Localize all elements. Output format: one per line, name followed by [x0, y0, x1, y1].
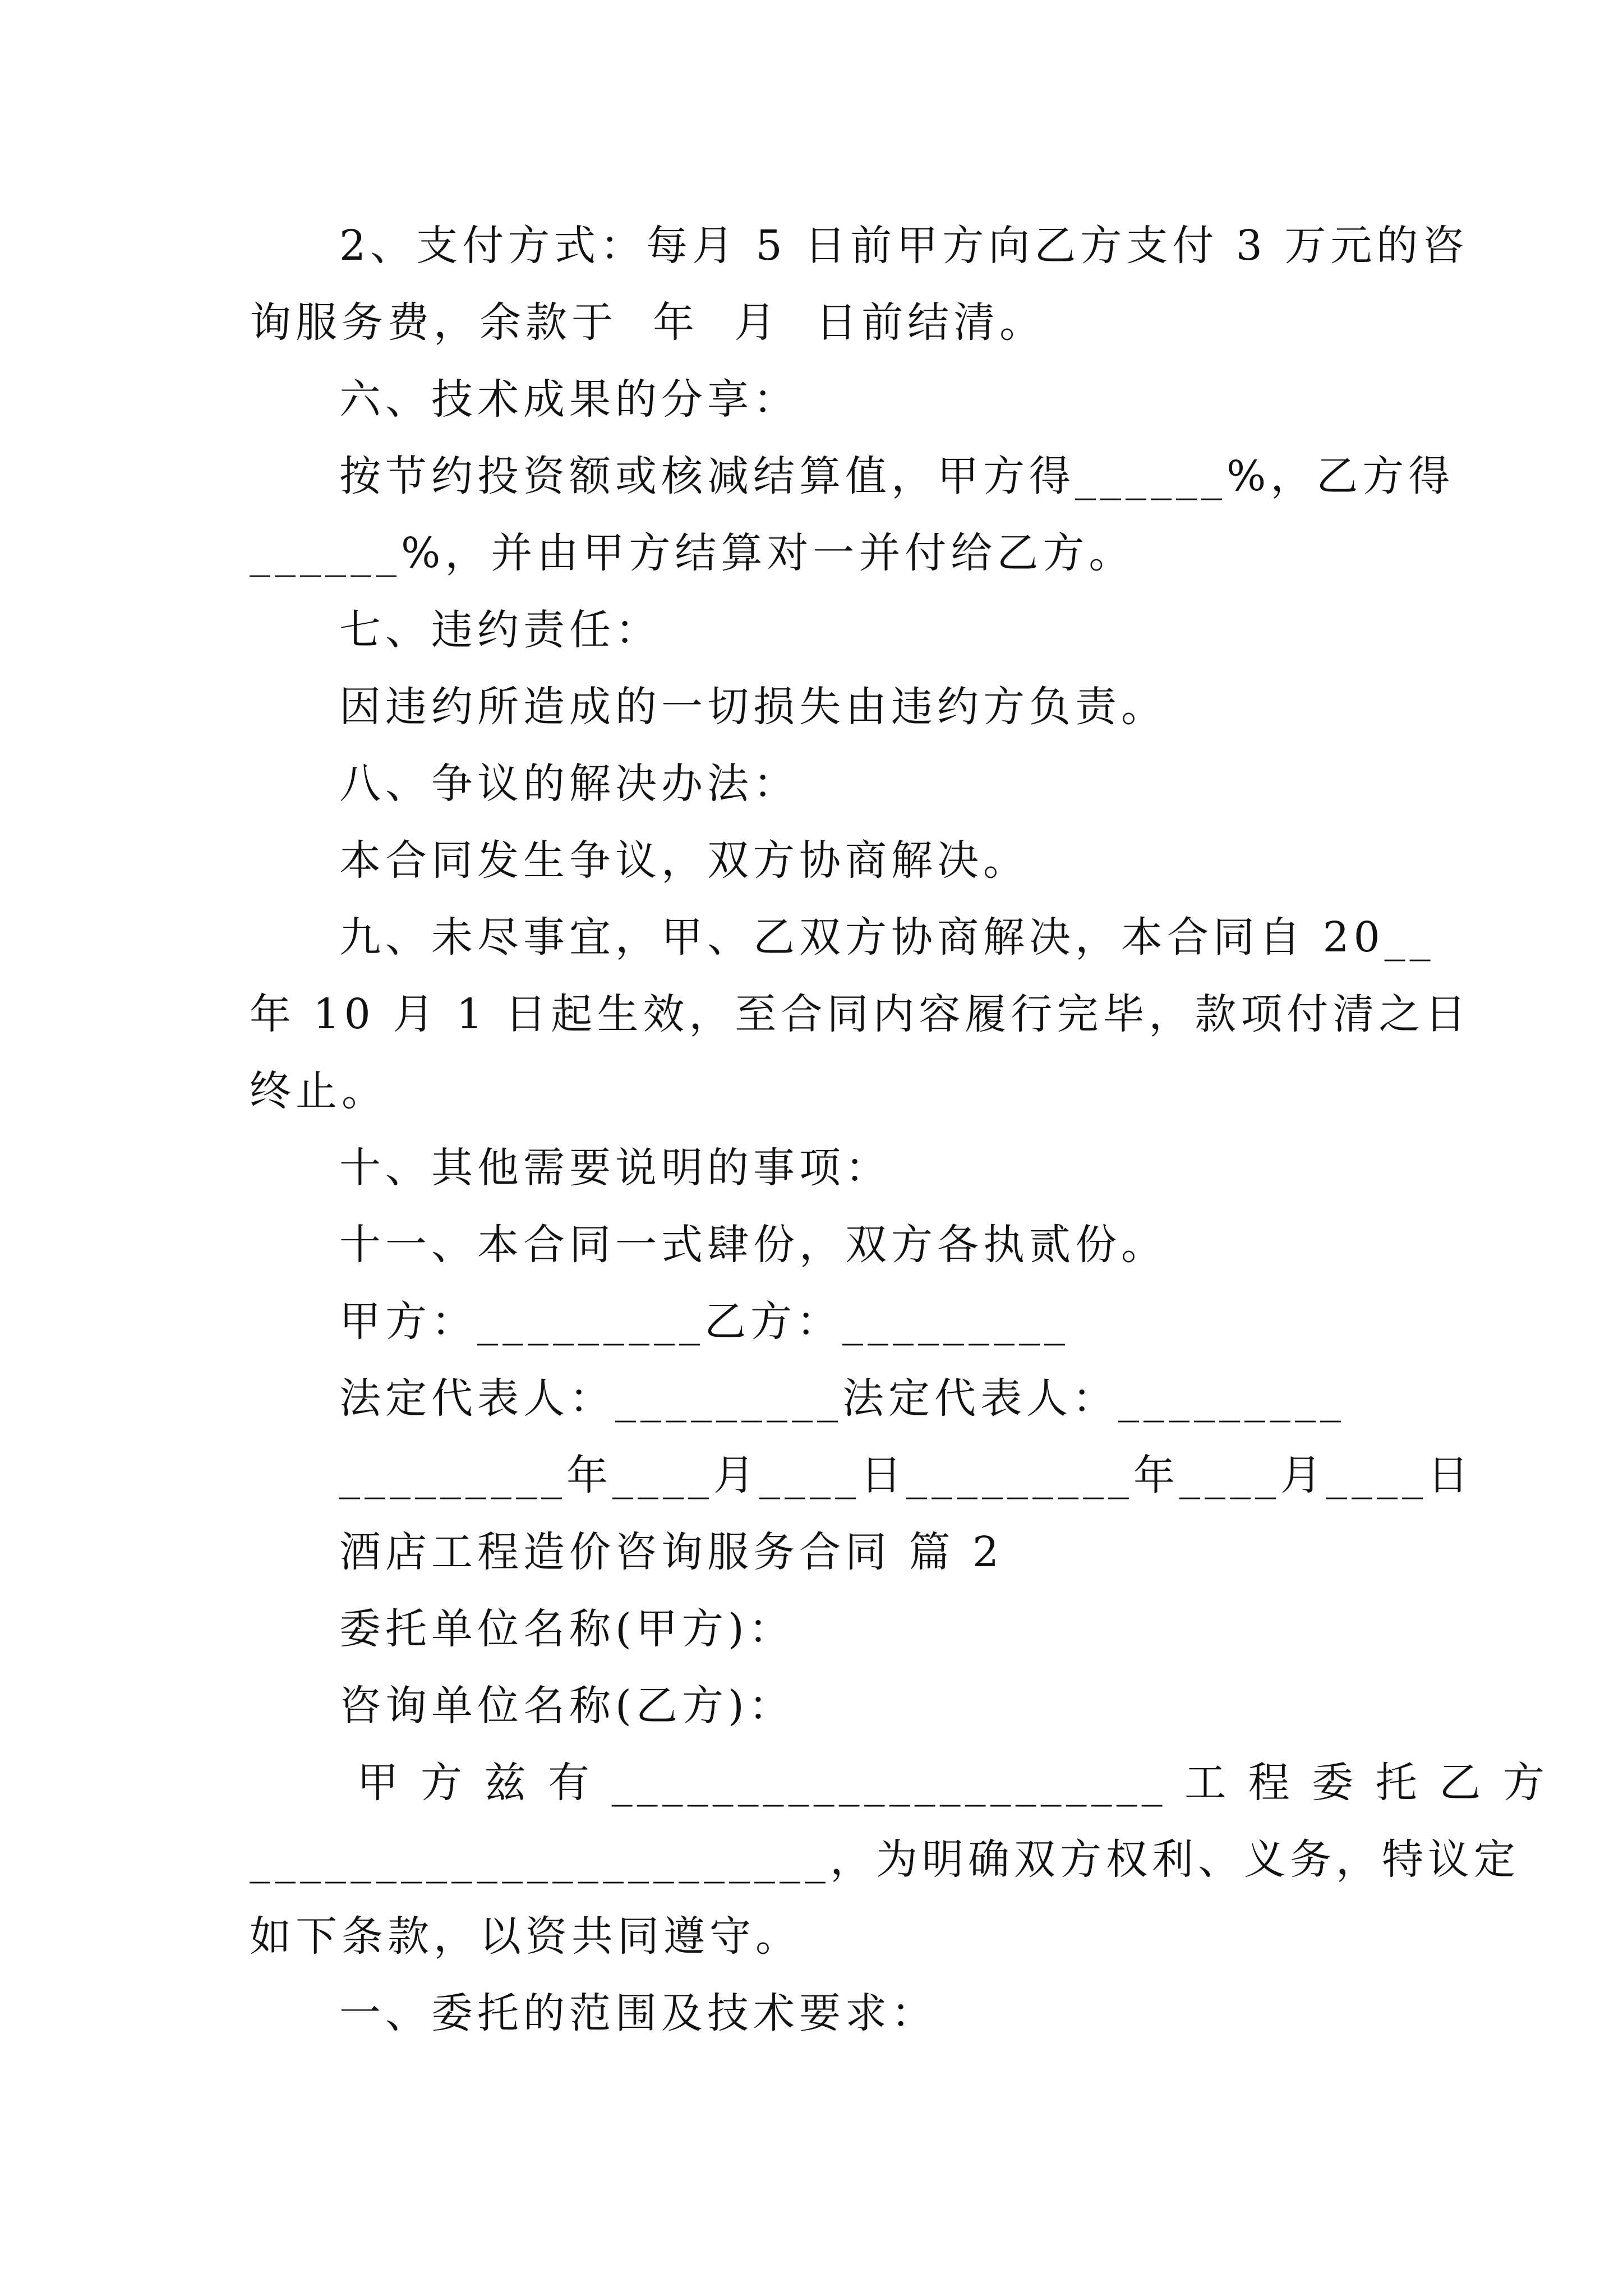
intro-line-3: 如下条款，以资共同遵守。 [250, 1912, 801, 1961]
contract-part-2-title: 酒店工程造价咨询服务合同 篇 2 [339, 1528, 1004, 1576]
client-name-field: 委托单位名称(甲方)： [339, 1605, 795, 1653]
section-7-body: 因违约所造成的一切损失由违约方负责。 [339, 683, 1167, 731]
section-8-heading: 八、争议的解决办法： [339, 760, 799, 808]
payment-method-line-2: 询服务费，余款于 年 月 日前结清。 [250, 298, 1046, 347]
section-7-heading: 七、违约责任： [339, 606, 661, 654]
document-body [250, 208, 1549, 2052]
section-9-line-1: 九、未尽事宜，甲、乙双方协商解决，本合同自 20__ [339, 913, 1435, 961]
section-6-body-line-1: 按节约投资额或核减结算值，甲方得______%，乙方得 [339, 452, 1455, 500]
intro-line-2: _______________________，为明确双方权利、义务，特议定 [250, 1835, 1520, 1884]
intro-line-1: 甲 方 兹 有 ______________________ 工 程 委 托 乙 方 [339, 1759, 1549, 1807]
section-6-heading: 六、技术成果的分享： [339, 375, 799, 424]
section-10-heading: 十、其他需要说明的事项： [339, 1144, 891, 1192]
section-9-line-3: 终止。 [250, 1067, 388, 1115]
consultant-name-field: 咨询单位名称(乙方)： [339, 1682, 795, 1730]
signature-date-line: _________年____月____日_________年____月____日 [339, 1451, 1473, 1499]
part-2-section-1-heading: 一、委托的范围及技术要求： [339, 1989, 937, 2037]
section-6-body-line-2: ______%，并由甲方结算对一并付给乙方。 [250, 529, 1135, 577]
section-11-text: 十一、本合同一式肆份，双方各执贰份。 [339, 1221, 1167, 1269]
party-signature-line: 甲方：_________乙方：_________ [339, 1297, 1069, 1346]
section-9-line-2: 年 10 月 1 日起生效，至合同内容履行完毕，款项付清之日 [250, 990, 1471, 1038]
legal-rep-signature-line: 法定代表人：_________法定代表人：_________ [339, 1374, 1345, 1423]
payment-method-line-1: 2、支付方式：每月 5 日前甲方向乙方支付 3 万元的咨 [339, 222, 1469, 270]
section-8-body: 本合同发生争议，双方协商解决。 [339, 836, 1029, 885]
